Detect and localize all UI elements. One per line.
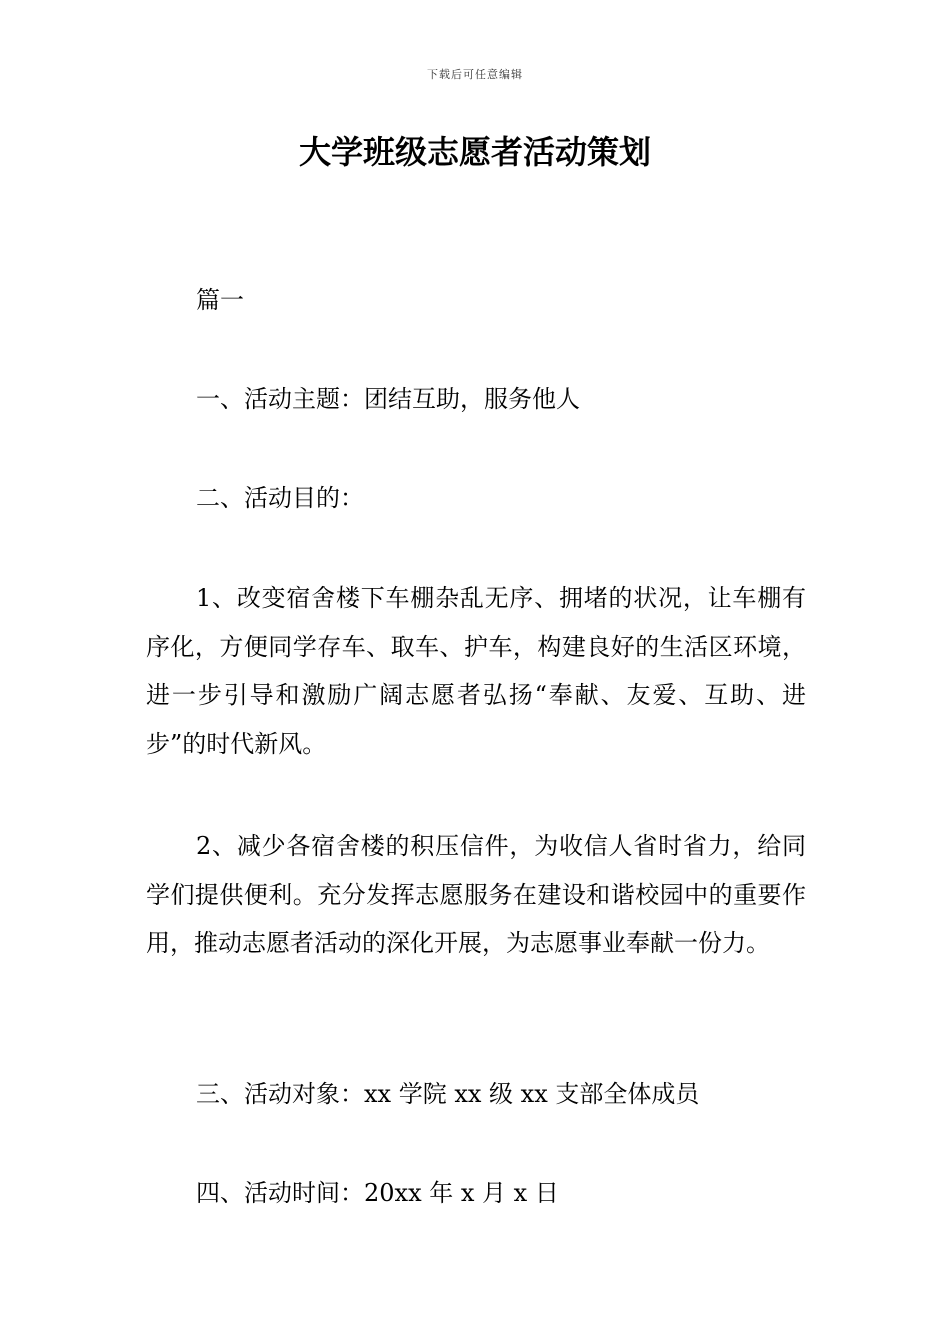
- document-title: 大学班级志愿者活动策划: [298, 133, 651, 171]
- purpose-item-2: 2、减少各宿舍楼的积压信件，为收信人省时省力，给同学们提供便利。充分发挥志愿服务在建设和谐校园中的重要作用，推动志愿者活动的深化开展，为志愿事业奉献一份力。: [146, 832, 806, 957]
- header-note: 下载后可任意编辑: [427, 68, 523, 81]
- activity-time: 四、活动时间：20xx 年 x 月 x 日: [196, 1179, 559, 1207]
- activity-purpose-heading: 二、活动目的：: [196, 484, 364, 512]
- section-label: 篇一: [196, 286, 244, 314]
- activity-theme: 一、活动主题：团结互助，服务他人: [196, 385, 580, 413]
- purpose-item-1: 1、改变宿舍楼下车棚杂乱无序、拥堵的状况，让车棚有序化，方便同学存车、取车、护车，构建良好的生活区环境，进一步引导和激励广阔志愿者弘扬“奉献、友爱、互助、进步”的时代新风。: [146, 584, 806, 758]
- activity-target: 三、活动对象：xx 学院 xx 级 xx 支部全体成员: [196, 1080, 700, 1108]
